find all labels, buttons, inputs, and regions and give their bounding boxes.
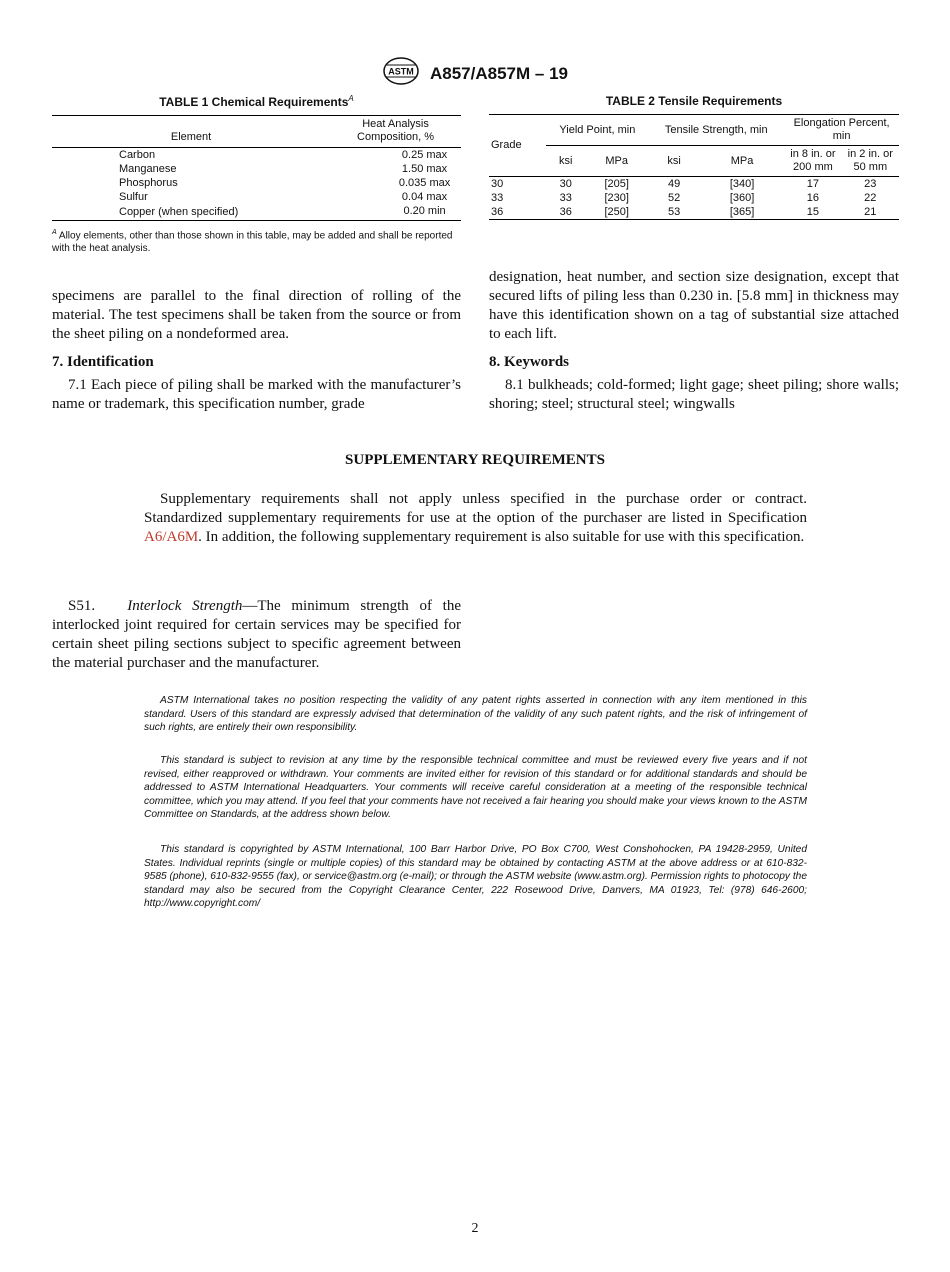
section-7-heading: 7. Identification bbox=[52, 354, 154, 370]
table-row: Sulfur 0.04 max bbox=[119, 191, 448, 203]
table2-tensile-requirements bbox=[489, 94, 899, 220]
table1 bbox=[52, 115, 461, 221]
astm-logo bbox=[382, 56, 420, 91]
table2-header-grade: Grade bbox=[489, 115, 546, 177]
table2-header-tensile-mpa: MPa bbox=[700, 146, 784, 177]
table1-header-heat: Heat Analysis Composition, % bbox=[330, 116, 461, 148]
logo-text: ASTM bbox=[388, 66, 414, 77]
copyright-notice: This standard is copyrighted by ASTM International, 100 Barr Harbor Drive, PO Box C700, West Conshohocken, PA 19428-2959, United States. Individual reprints (single or multiple copies) of this standard may be obtained by contacting ASTM at the above address or at 610-832-9585 (phone), 610-832-9555 (fax), or service@astm.org (e-mail); or through the ASTM website (www.astm.org). Permission rights to photocopy the standard may also be secured from the Copyright Clearance Center, 222 Rosewood Drive, Danvers, MA 01923, Tel: (978) 646-2600; http://www.copyright.com/ bbox=[144, 844, 807, 909]
table2-header-yield-mpa: MPa bbox=[585, 146, 648, 177]
supplementary-intro: Supplementary requirements shall not apply unless specified in the purchase order or contract. Standardized supplementary requirements for use at the option of the purchaser are listed in Specification A6/A6M. In addition, the following supplementary requirement is also suitable for use with this specification. bbox=[144, 491, 807, 545]
paragraph-s51: S51. Interlock Strength—The minimum strength of the interlocked joint required for certain services may be specified for certain sheet piling sections subject to specific agreement between the material purchaser and the manufacturer. bbox=[52, 598, 461, 671]
table-row: 36 36 [250] 53 [365] 15 21 bbox=[491, 206, 877, 218]
section-8-heading: 8. Keywords bbox=[489, 354, 569, 370]
table2-title: TABLE 2 Tensile Requirements bbox=[605, 94, 783, 108]
paragraph-8-1: 8.1 bulkheads; cold-formed; light gage; sheet piling; shore walls; shoring; steel; structural steel; wingwalls bbox=[489, 377, 899, 412]
table2-header-2in: in 2 in. or 50 mm bbox=[842, 146, 899, 177]
left-column bbox=[52, 287, 461, 414]
table-row: 33 33 [230] 52 [360] 16 22 bbox=[491, 192, 877, 204]
table-row: Phosphorus 0.035 max bbox=[119, 177, 451, 189]
table1-footnote: $^A$ Alloy elements, other than those shown in this table, may be added and shall be reported with the heat analysis. bbox=[52, 229, 453, 255]
table1-title-footnote-mark: A bbox=[348, 94, 354, 103]
table2-header-yield: Yield Point, min bbox=[546, 115, 648, 146]
paragraph-specimens: specimens are parallel to the final direction of rolling of the material. The test specimens shall be taken from the source or from the sheet piling on a nondeformed area. bbox=[52, 288, 461, 342]
table1-header-element: Element bbox=[52, 116, 330, 148]
table2 bbox=[489, 114, 899, 220]
s51-title: Interlock Strength bbox=[127, 598, 243, 614]
table2-header-yield-ksi: ksi bbox=[546, 146, 585, 177]
page-header bbox=[0, 56, 950, 91]
patent-notice: ASTM International takes no position respecting the validity of any patent rights asserted in connection with any item mentioned in this standard. Users of this standard are expressly advised that determination of the validity of any such patent rights, and the risk of infringement of such rights, are entirely their own responsibility. bbox=[144, 695, 807, 733]
table2-header-tensile-ksi: ksi bbox=[648, 146, 700, 177]
paragraph-7-1: 7.1 Each piece of piling shall be marked with the manufacturer’s name or trademark, this specification number, grade bbox=[52, 377, 461, 412]
s51-section bbox=[52, 597, 461, 673]
table2-header-tensile: Tensile Strength, min bbox=[648, 115, 784, 146]
table2-header-elongation: Elongation Percent, min bbox=[784, 115, 899, 146]
right-column bbox=[489, 268, 899, 414]
page-number: 2 bbox=[471, 1221, 479, 1236]
table1-chemical-requirements bbox=[52, 94, 461, 255]
table-row: Manganese 1.50 max bbox=[119, 163, 448, 175]
table2-header-8in: in 8 in. or 200 mm bbox=[784, 146, 841, 177]
supplementary-title: SUPPLEMENTARY REQUIREMENTS bbox=[345, 452, 605, 468]
table-row: Carbon 0.25 max bbox=[119, 149, 448, 161]
table1-title: TABLE 1 Chemical Requirements$^A$ bbox=[159, 94, 354, 109]
paragraph-designation: designation, heat number, and section size designation, except that secured lifts of piling less than 0.230 in. [5.8 mm] in thickness may have this identification shown on a tag of substantial size attached to each lift. bbox=[489, 269, 899, 342]
standard-designation: A857/A857M – 19 bbox=[430, 63, 568, 83]
table-row: Copper (when specified) 0.20 min bbox=[119, 205, 446, 218]
a6-a6m-link[interactable]: A6/A6M bbox=[144, 529, 199, 545]
table-row: 30 30 [205] 49 [340] 17 23 bbox=[491, 178, 877, 190]
revision-notice: This standard is subject to revision at any time by the responsible technical committee and must be reviewed every five years and if not revised, either reapproved or withdrawn. Your comments are invited either for revision of this standard or for additional standards and should be addressed to ASTM International Headquarters. Your comments will receive careful consideration at a meeting of the responsible technical committee, which you may attend. If you feel that your comments have not received a fair hearing you should make your views known to the ASTM Committee on Standards, at the address shown below. bbox=[144, 755, 807, 820]
